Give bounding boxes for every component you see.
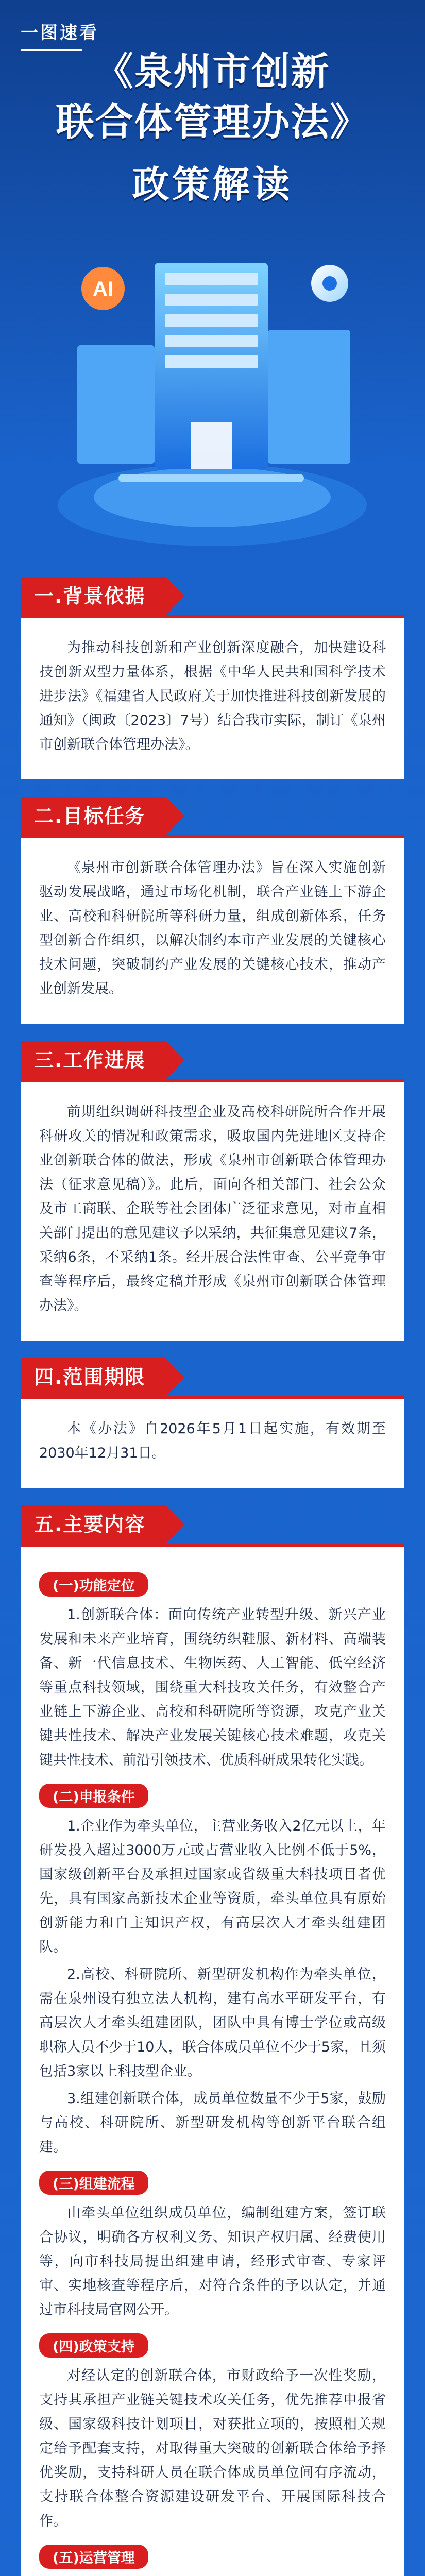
paragraph: 前期组织调研科技型企业及高校科研院所合作开展科研攻关的情况和政策需求，吸取国内先进地区支持企业创新联合体的做法，形成《泉州市创新联合体管理办法（征求意见稿）》。此后，面向各相关部门、社会公众及市工商联、企联等社会团体广泛征求意见，对市直相关部门提出的意见建议予以采纳，共征集意见建议7条，采纳6条，不采纳1条。经开展合法性审查、公平竞争审查等程序后，最终定稿并形成《泉州市创新联合体管理办法》。 [39,1104,386,1314]
paragraph: 为推动科技创新和产业创新深度融合，加快建设科技创新双型力量体系，根据《中华人民共和国科学技术进步法》《福建省人民政府关于加快推进科技创新发展的通知》（闽政〔2023〕7号）结合我市实际，制订《泉州市创新联合体管理办法》。 [39,640,386,753]
hero-title-line1: 《泉州市创新 [95,49,330,94]
hero-subtitle: 政策解读 [132,162,293,206]
hero-illustration [41,216,384,556]
section-card [21,1396,404,1488]
section-background [21,577,404,779]
section-card [21,1079,404,1341]
building-right-shape [268,330,350,464]
section-main-content [21,1505,404,2576]
paragraph: 1.创新联合体：面向传统产业转型升级、新兴产业发展和未来产业培育，围绕纺织鞋服、新材料、高端装备、新一代信息技术、生物医药、人工智能、低空经济等重点科技领域，围绕重大科技攻关任务，有效整合产业链上下游企业、高校和科研院所等资源，攻克产业关键共性技术、解决产业发展关键核心技术难题，攻克关键共性技术、前沿引领技术、优质科研成果转化实践。 [39,1607,386,1768]
section-title: 二.目标任务 [21,797,166,835]
subsection-badge: (二)申报条件 [39,1784,148,1808]
ai-chip-label: AI [93,278,113,300]
paragraph: 3.组建创新联合体，成员单位数量不少于5家，鼓励与高校、科研院所、新型研发机构等创新平台联合组建。 [39,2091,386,2155]
section-goals [21,797,404,1024]
section-scope [21,1358,404,1488]
paragraph: 本《办法》自2026年5月1日起实施，有效期至2030年12月31日。 [39,1421,386,1461]
section-title: 三.工作进展 [21,1041,166,1079]
subsection-badge: (五)运营管理 [39,2545,148,2569]
section-title: 一.背景依据 [21,577,166,615]
subsection-badge: (一)功能定位 [39,1572,148,1597]
building-left-shape [77,345,155,464]
paragraph: 1.企业作为牵头单位，主营业务收入2亿元以上，年研发投入超过3000万元或占营业收入比例不低于5%，国家级创新平台及承担过国家或省级重大科技项目者优先，具有国家高新技术企业等资质，牵头单位具有原始创新能力和自主知识产权，有高层次人才牵头组建团队。 [39,1818,386,1955]
section-title: 五.主要内容 [21,1505,166,1544]
hero-title-line2: 联合体管理办法》 [56,100,369,144]
section-card [21,1544,404,2576]
subsection-badge: (四)政策支持 [39,2333,148,2358]
hero-title [0,46,425,147]
section-card [21,835,404,1024]
hero-tag: 一图速看 [21,19,99,51]
section-title: 四.范围期限 [21,1358,166,1396]
subsection-badge: (三)组建流程 [39,2171,148,2195]
paragraph: 对经认定的创新联合体，市财政给予一次性奖励，支持其承担产业链关键技术攻关任务，优先推荐申报省级、国家级科技计划项目，对获批立项的，按照相关规定给予配套支持，对取得重大突破的创新联合体给予择优奖励，支持科研人员在联合体成员单位间有序流动，支持联合体整合资源建设研发平台、开展国际科技合作。 [39,2368,386,2529]
section-progress [21,1041,404,1341]
hero-banner [0,0,425,577]
paragraph: 《泉州市创新联合体管理办法》旨在深入实施创新驱动发展战略，通过市场化机制，联合产业链上下游企业、高校和科研院所等科研力量，组成创新体系，任务型创新合作组织，以解决制约本市产业发展的关键核心技术问题，突破制约产业发展的关键核心技术，推动产业创新发展。 [39,860,386,997]
section-card [21,615,404,779]
paragraph: 2.高校、科研院所、新型研发机构作为牵头单位，需在泉州设有独立法人机构，建有高水平研发平台，有高层次人才牵头组建团队，团队中具有博士学位或高级职称人员不少于10人，联合体成员单位不少于5家，且须包括3家以上科技型企业。 [39,1967,386,2079]
paragraph: 由牵头单位组织成员单位，编制组建方案，签订联合协议，明确各方权利义务、知识产权归属、经费使用等，向市科技局提出组建申请，经形式审查、专家评审、实地核查等程序后，对符合条件的予以认定，并通过市科技局官网公开。 [39,2205,386,2318]
